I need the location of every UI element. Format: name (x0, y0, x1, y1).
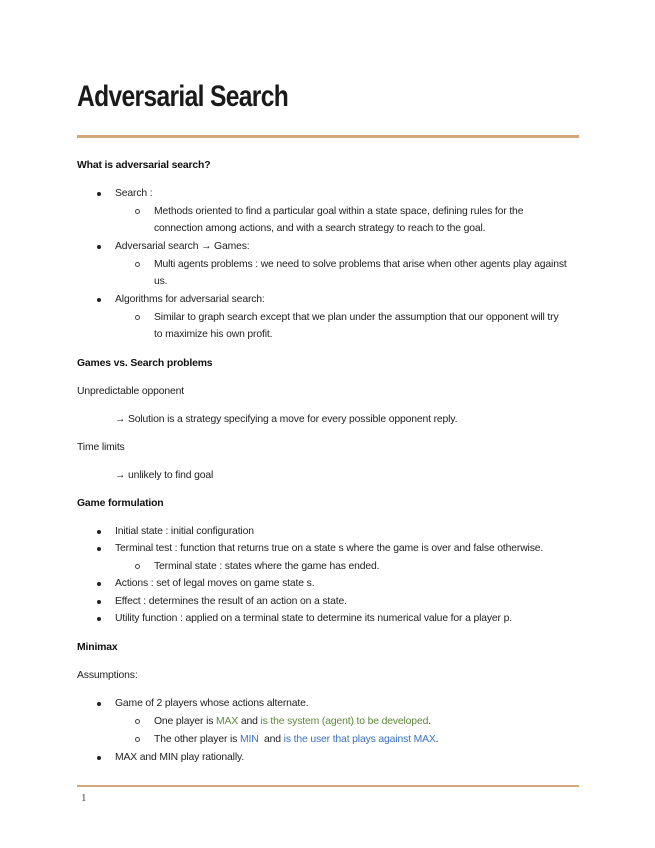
paragraph-assumptions: Assumptions: (77, 670, 138, 681)
paragraph-unlikely: → unlikely to find goal (115, 470, 214, 481)
list-item-terminal-state: Terminal state : states where the game has ended. (154, 561, 380, 572)
bullet (97, 617, 101, 621)
list-item-adv-desc-2: us. (154, 276, 168, 287)
section-heading-games-vs-search: Games vs. Search problems (77, 358, 213, 369)
list-item-min-player (154, 731, 438, 748)
bullet (97, 245, 101, 249)
list-item-adv-desc-1: Multi agents problems : we need to solve problems that arise when other agents play against (154, 259, 567, 270)
list-item-search-desc-2: connection among actions, and with a search strategy to reach to the goal. (154, 223, 486, 234)
paragraph-solution: → Solution is a strategy specifying a move for every possible opponent reply. (115, 414, 458, 425)
list-item-algo-desc-2: to maximize his own profit. (154, 329, 273, 340)
bullet (97, 702, 101, 706)
text-fragment: and (258, 734, 284, 745)
list-item-max-player (154, 713, 431, 730)
text-fragment: and (238, 716, 261, 727)
text-fragment: . (428, 716, 431, 727)
bullet (97, 298, 101, 302)
list-item-utility: Utility function : applied on a terminal state to determine its numerical value for a player p. (115, 613, 512, 624)
sub-bullet (135, 564, 140, 569)
bullet (97, 756, 101, 760)
text-fragment: The other player is (154, 734, 240, 745)
min-description: is the user that plays against MAX (283, 734, 436, 745)
sub-bullet (135, 719, 140, 724)
max-label: MAX (216, 716, 239, 727)
bullet (97, 547, 101, 551)
list-item-game-of-2: Game of 2 players whose actions alternate. (115, 698, 309, 709)
page-title: Adversarial Search (77, 80, 289, 113)
list-item-actions: Actions : set of legal moves on game state s. (115, 578, 315, 589)
list-item-algo-desc-1: Similar to graph search except that we plan under the assumption that our opponent will try (154, 312, 559, 323)
list-item-search: Search : (115, 188, 153, 199)
paragraph-time-limits: Time limits (77, 442, 125, 453)
bullet (97, 192, 101, 196)
min-label: MIN (239, 734, 259, 745)
list-item-initial: Initial state : initial configuration (115, 526, 254, 537)
bullet (97, 530, 101, 534)
list-item-algorithms: Algorithms for adversarial search: (115, 294, 265, 305)
max-description: is the system (agent) to be developed (260, 716, 429, 727)
section-heading-formulation: Game formulation (77, 498, 164, 509)
list-item-search-desc-1: Methods oriented to find a particular goal within a state space, defining rules for the (154, 206, 524, 217)
list-item-effect: Effect : determines the result of an action on a state. (115, 596, 347, 607)
sub-bullet (135, 262, 140, 267)
paragraph-unpredictable: Unpredictable opponent (77, 386, 185, 397)
sub-bullet (135, 737, 140, 742)
text-fragment: . (435, 734, 439, 745)
text-fragment: One player is (154, 716, 217, 727)
title-divider (77, 135, 579, 138)
list-item-terminal-test: Terminal test : function that returns true on a state s where the game is over and false otherwise. (115, 543, 544, 554)
page-number: 1 (81, 792, 87, 804)
footer-divider (77, 785, 579, 787)
bullet (97, 582, 101, 586)
list-item-adversarial: Adversarial search → Games: (115, 241, 250, 252)
bullet (97, 600, 101, 604)
section-heading-what: What is adversarial search? (77, 160, 211, 171)
sub-bullet (135, 315, 140, 320)
section-heading-minimax: Minimax (77, 642, 118, 653)
sub-bullet (135, 209, 140, 214)
list-item-rational: MAX and MIN play rationally. (115, 752, 245, 763)
